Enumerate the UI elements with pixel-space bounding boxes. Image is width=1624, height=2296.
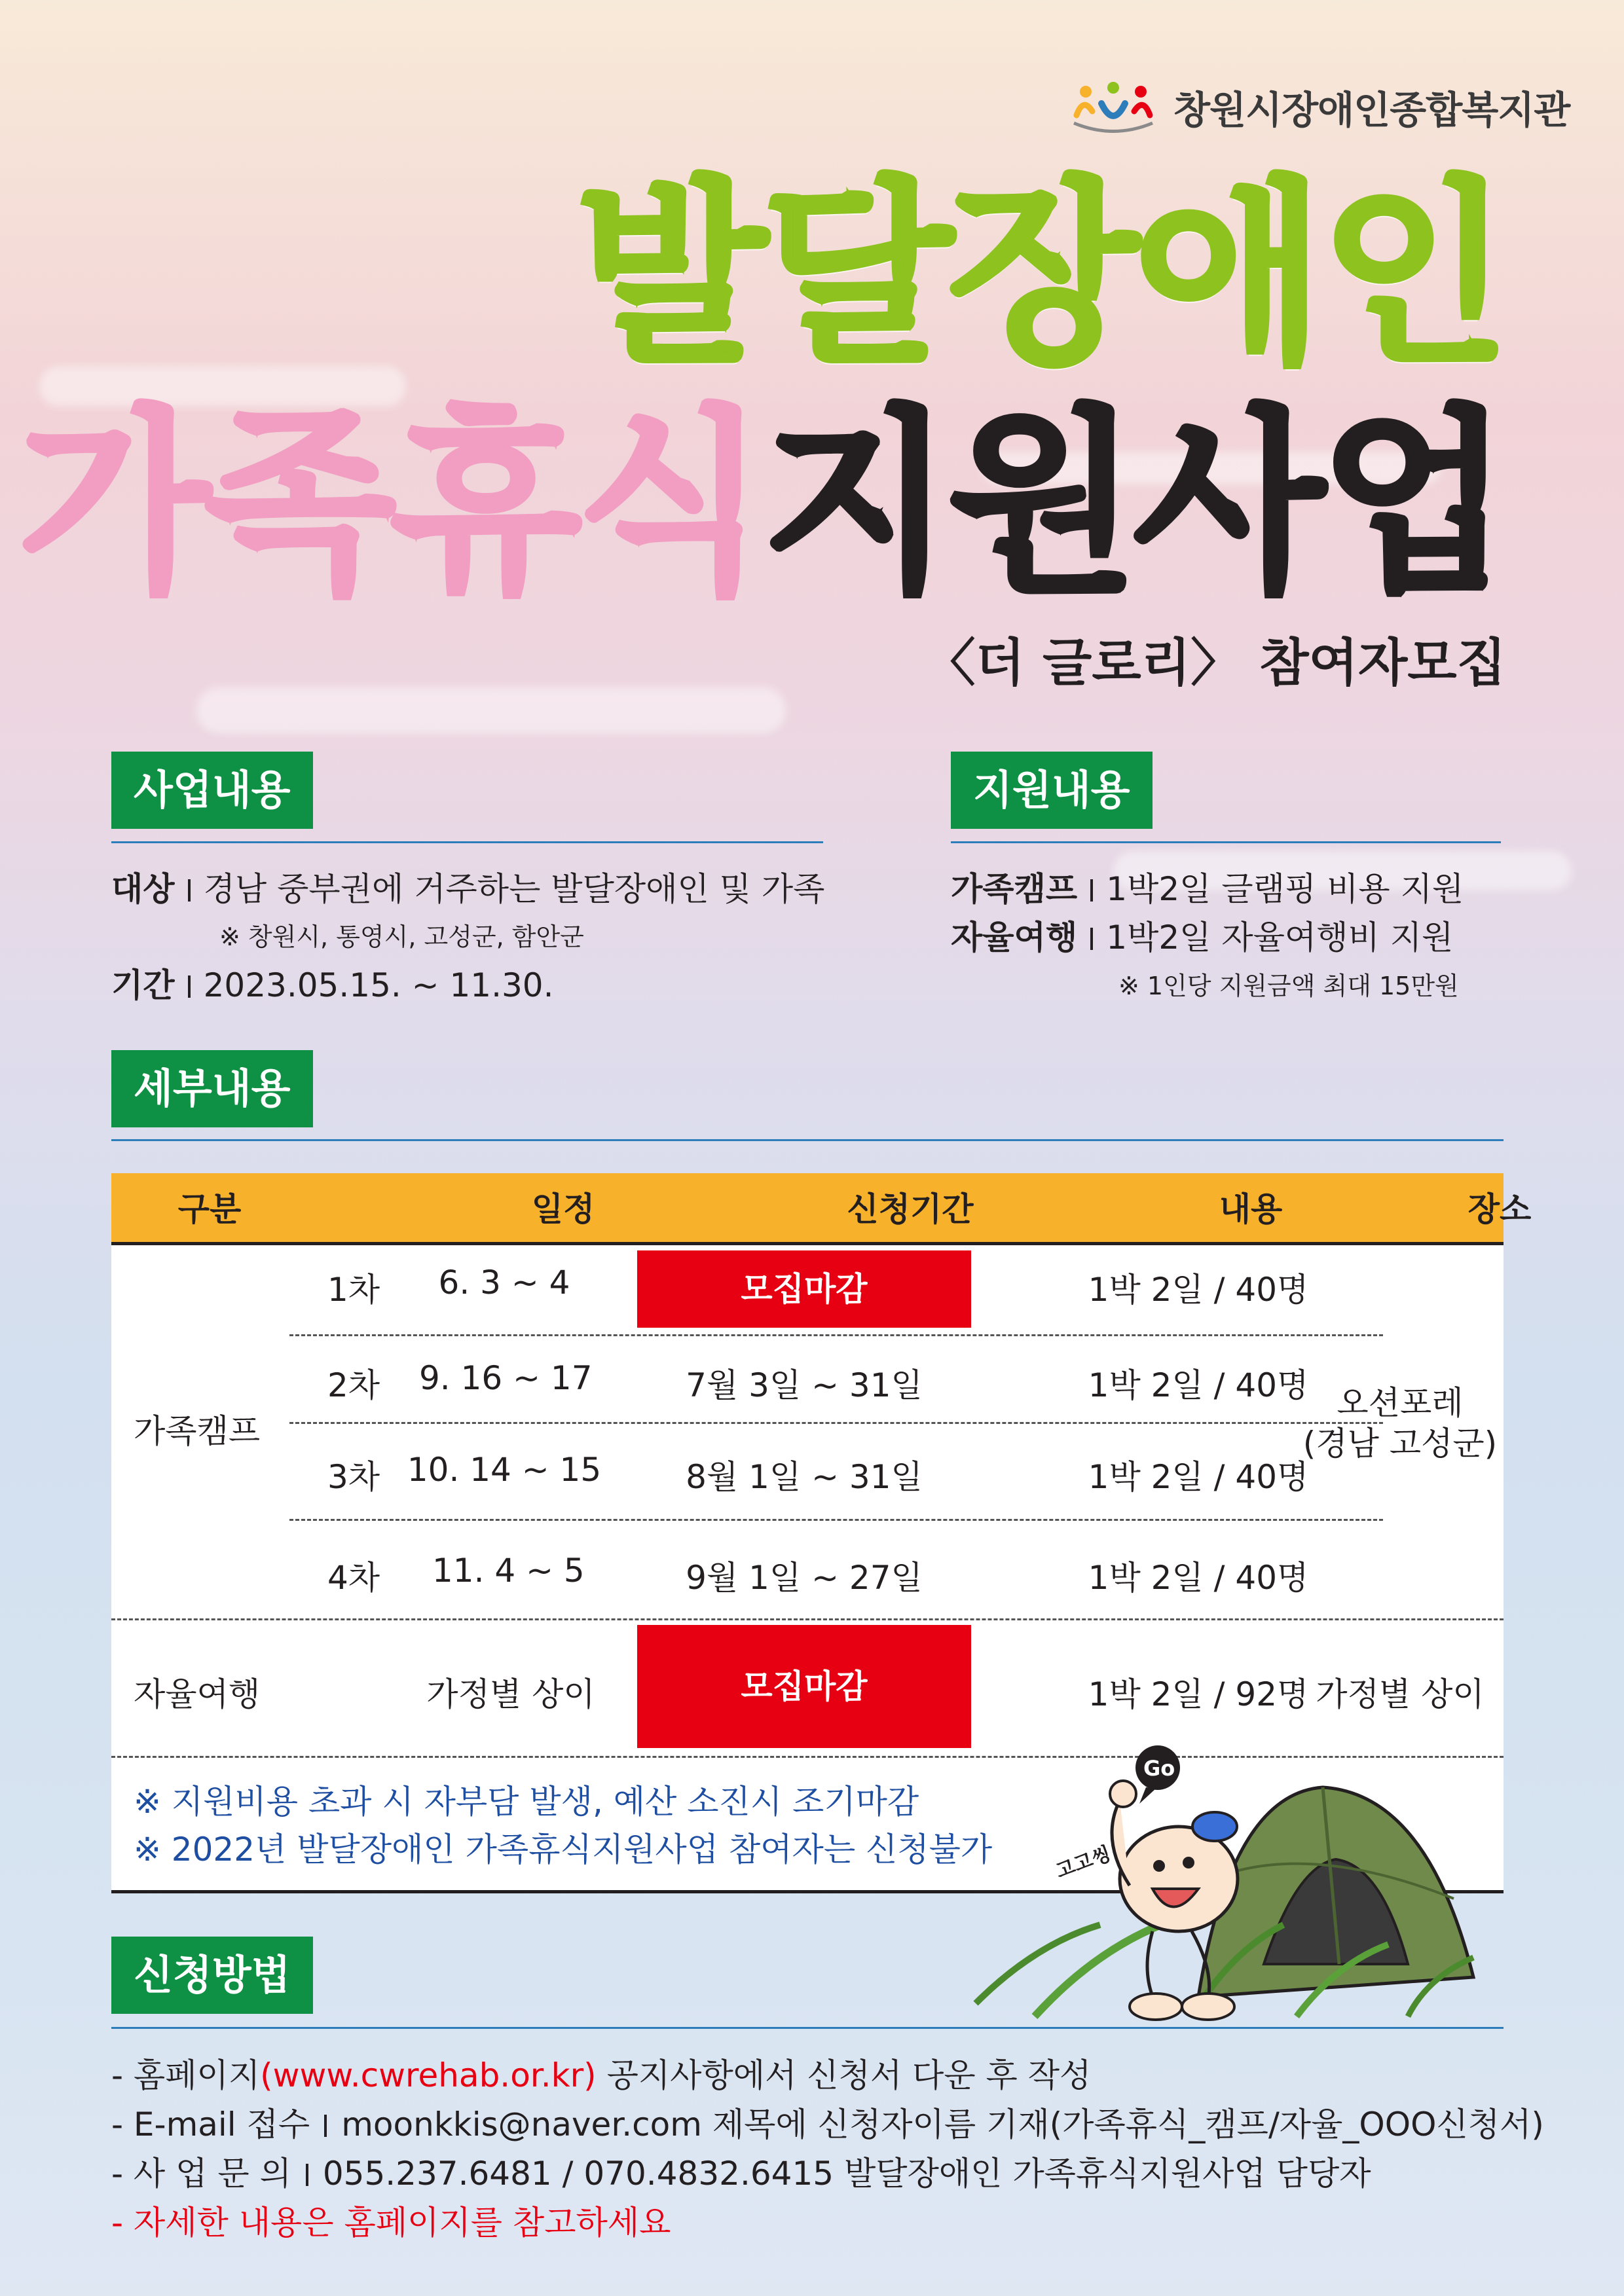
row4-content: 1박 2일 / 40명 xyxy=(1088,1559,1309,1597)
title-line2 xyxy=(19,390,1506,618)
support-rule xyxy=(951,841,1501,843)
support-camp-line xyxy=(951,863,1464,910)
title-pink: 가족휴식 xyxy=(19,390,763,618)
org-logo xyxy=(1067,77,1570,136)
apply-tag: 신청방법 xyxy=(111,1937,313,2014)
inquiry-value: 055.237.6481 / 070.4832.6415 발달장애인 가족휴식지원사업 담당자 xyxy=(322,2155,1371,2193)
business-rule xyxy=(111,841,823,843)
separator xyxy=(188,879,191,902)
target-value: 경남 중부권에 거주하는 발달장애인 및 가족 xyxy=(203,870,825,908)
header-content: 내용 xyxy=(1219,1190,1283,1228)
apply-line-refer: - 자세한 내용은 홈페이지를 참고하세요 xyxy=(111,2204,671,2242)
travel-date: 가정별 상이 xyxy=(426,1675,595,1713)
table-note-2: ※ 2022년 발달장애인 가족휴식지원사업 참여자는 신청불가 xyxy=(134,1831,993,1868)
org-logo-icon xyxy=(1067,77,1159,136)
title-black: 지원사업 xyxy=(762,390,1506,618)
period-label: 기간 xyxy=(111,966,175,1004)
apply-rule xyxy=(111,2027,1504,2029)
row-divider xyxy=(289,1422,1383,1424)
title-line1: 발달장애인 xyxy=(577,160,1506,389)
mascot-illustration xyxy=(956,1728,1493,2043)
row4-apply: 9월 1일 ~ 27일 xyxy=(686,1559,923,1597)
support-travel-line xyxy=(951,911,1453,958)
separator xyxy=(188,975,191,998)
support-travel-label: 자율여행 xyxy=(951,919,1078,957)
travel-category: 자율여행 xyxy=(134,1675,261,1713)
subtitle: 〈더 글로리〉 참여자모집 xyxy=(924,634,1506,693)
cloud xyxy=(196,687,786,733)
row-divider xyxy=(289,1519,1383,1521)
row3-content: 1박 2일 / 40명 xyxy=(1088,1458,1309,1496)
header-schedule: 일정 xyxy=(531,1190,595,1228)
homepage-link[interactable]: (www.cwrehab.or.kr) xyxy=(260,2056,597,2094)
details-tag: 세부내용 xyxy=(111,1050,313,1127)
period-line xyxy=(111,959,554,1006)
period-value: 2023.05.15. ~ 11.30. xyxy=(203,966,554,1004)
row3-round: 3차 xyxy=(327,1458,380,1496)
mascot-name: 고고씽 xyxy=(1052,1842,1115,1884)
separator xyxy=(1090,928,1093,950)
row1-round: 1차 xyxy=(327,1271,380,1309)
camp-place-line1: 오션포레 xyxy=(1337,1384,1464,1422)
inquiry-label: - 사 업 문 의 xyxy=(111,2155,291,2193)
separator xyxy=(306,2164,308,2186)
camp-category: 가족캠프 xyxy=(134,1412,261,1450)
section-divider xyxy=(111,1618,1504,1620)
support-camp-label: 가족캠프 xyxy=(951,870,1078,908)
travel-place: 가정별 상이 xyxy=(1316,1675,1485,1713)
header-category: 구분 xyxy=(177,1190,242,1228)
row2-round: 2차 xyxy=(327,1366,380,1404)
details-rule xyxy=(111,1139,1504,1141)
target-line xyxy=(111,863,824,910)
travel-content: 1박 2일 / 92명 xyxy=(1088,1675,1309,1713)
mascot-bubble: Go xyxy=(1143,1756,1175,1781)
travel-closed-badge: 모집마감 xyxy=(637,1625,971,1748)
row2-date: 9. 16 ~ 17 xyxy=(419,1359,593,1397)
row1-content: 1박 2일 / 40명 xyxy=(1088,1271,1309,1309)
target-note: ※ 창원시, 통영시, 고성군, 함안군 xyxy=(219,922,584,951)
support-tag: 지원내용 xyxy=(951,752,1153,829)
separator xyxy=(1090,879,1093,902)
apply-line-email xyxy=(111,2098,1544,2145)
target-label: 대상 xyxy=(111,870,175,908)
apply-line-homepage xyxy=(111,2049,1091,2096)
row-divider xyxy=(289,1334,1383,1336)
email-value[interactable]: moonkkis@naver.com 제목에 신청자이름 기재(가족휴식_캠프/자율_OOO신청서) xyxy=(341,2105,1544,2143)
row3-date: 10. 14 ~ 15 xyxy=(407,1451,602,1489)
row1-date: 6. 3 ~ 4 xyxy=(438,1264,570,1302)
header-apply-period: 신청기간 xyxy=(847,1190,974,1228)
row4-date: 11. 4 ~ 5 xyxy=(432,1552,585,1590)
row4-round: 4차 xyxy=(327,1559,380,1597)
table-note-1: ※ 지원비용 초과 시 자부담 발생, 예산 소진시 조기마감 xyxy=(134,1783,919,1821)
row1-closed-badge: 모집마감 xyxy=(637,1250,971,1328)
support-travel-value: 1박2일 자율여행비 지원 xyxy=(1106,919,1454,957)
table-header xyxy=(111,1173,1532,1245)
row2-content: 1박 2일 / 40명 xyxy=(1088,1366,1309,1404)
row3-apply: 8월 1일 ~ 31일 xyxy=(686,1458,923,1496)
header-place: 장소 xyxy=(1467,1190,1532,1228)
apply-homepage-suffix: 공지사항에서 신청서 다운 후 작성 xyxy=(596,2056,1092,2094)
tent-mascot-icon xyxy=(956,1728,1493,2043)
email-label: - E-mail 접수 xyxy=(111,2105,310,2143)
row2-apply: 7월 3일 ~ 31일 xyxy=(686,1366,923,1404)
apply-line-inquiry xyxy=(111,2147,1371,2195)
support-note: ※ 1인당 지원금액 최대 15만원 xyxy=(1118,972,1459,1000)
business-tag: 사업내용 xyxy=(111,752,313,829)
apply-homepage-prefix: - 홈페이지 xyxy=(111,2056,261,2094)
separator xyxy=(324,2115,327,2137)
support-camp-value: 1박2일 글램핑 비용 지원 xyxy=(1106,870,1464,908)
camp-place-line2: (경남 고성군) xyxy=(1302,1425,1498,1463)
org-name: 창원시장애인종합복지관 xyxy=(1173,88,1570,132)
